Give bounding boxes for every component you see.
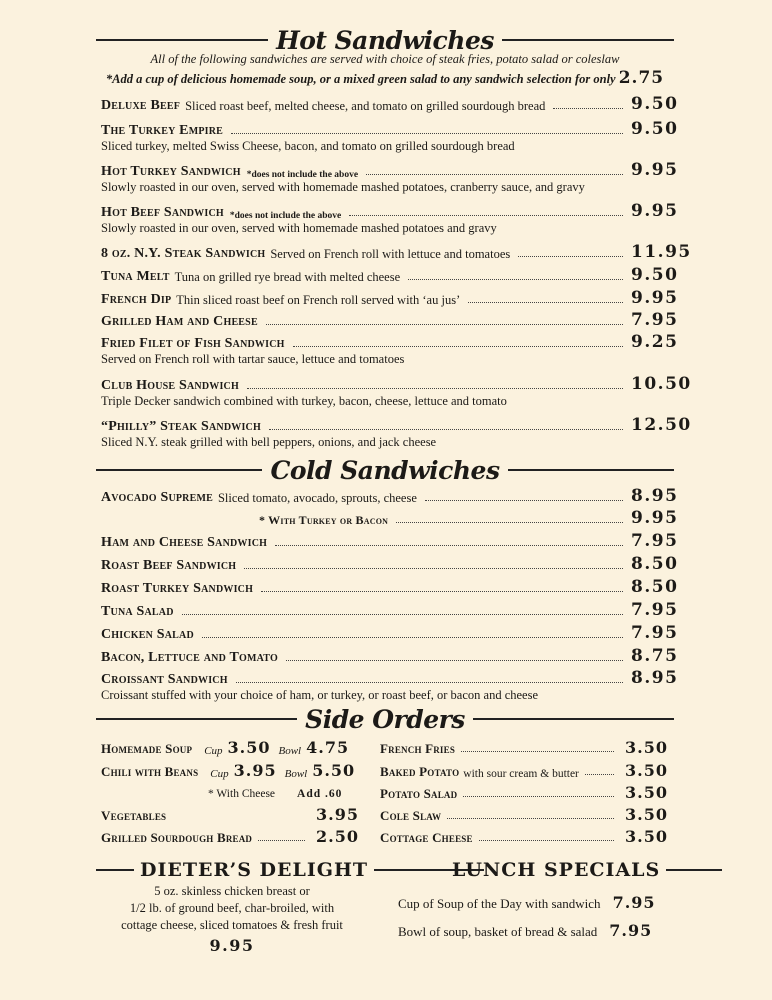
item-name: Cottage Cheese <box>380 830 473 845</box>
menu-item-fish <box>101 332 679 368</box>
item-price: 7.95 <box>631 310 679 330</box>
menu-item-croissant <box>101 668 679 704</box>
item-price: 8.50 <box>631 554 679 574</box>
addon-text: *Add a cup of delicious homemade soup, or a mixed green salad to any sandwich selection for only <box>105 72 616 86</box>
side-sourdough <box>101 826 359 846</box>
divider <box>508 469 674 471</box>
item-price: 9.95 <box>631 201 679 221</box>
item-name: “Philly” Steak Sandwich <box>101 419 261 434</box>
item-desc: Slowly roasted in our oven, served with homemade mashed potatoes and gravy <box>101 221 497 235</box>
hot-addon-note <box>96 68 674 88</box>
divider <box>502 39 674 41</box>
menu-item-avocado <box>101 486 679 506</box>
item-price: 3.95 <box>316 805 359 824</box>
bowl-price: 4.75 <box>306 738 350 757</box>
item-name: The Turkey Empire <box>101 123 224 138</box>
section-title: Side Orders <box>305 704 465 734</box>
bowl-label: Bowl <box>278 745 302 757</box>
divider <box>666 869 722 871</box>
side-orders-header <box>96 703 674 735</box>
item-price: 9.50 <box>631 265 679 285</box>
section-title: DIETER’S DELIGHT <box>140 859 369 881</box>
item-name: French Fries <box>380 741 456 756</box>
item-price: 3.50 <box>625 761 668 780</box>
item-name: Ham and Cheese Sandwich <box>101 535 268 550</box>
menu-item-hot-turkey <box>101 160 679 196</box>
menu-item-chicken-salad <box>101 623 679 643</box>
side-with-cheese <box>208 780 342 800</box>
item-name: Cup of Soup of the Day with sandwich <box>398 896 601 911</box>
bowl-label: Bowl <box>284 768 308 780</box>
side-cottage-cheese <box>380 826 668 846</box>
item-name: Homemade Soup <box>101 741 193 756</box>
item-price: 3.50 <box>625 783 668 802</box>
item-price: 3.50 <box>625 827 668 846</box>
item-name: Bowl of soup, basket of bread & salad <box>398 924 598 939</box>
item-name: 8 oz. N.Y. Steak Sandwich <box>101 246 266 261</box>
item-price: 9.50 <box>631 94 679 114</box>
item-desc: with sour cream & butter <box>463 768 579 780</box>
item-name: Baked Potato <box>380 764 460 779</box>
item-price: 3.50 <box>625 805 668 824</box>
lunch-special-item <box>398 920 652 940</box>
section-title: LUNCH SPECIALS <box>452 859 661 881</box>
desc-line: cottage cheese, sliced tomatoes & fresh fruit <box>121 918 343 932</box>
item-name: * With Turkey or Bacon <box>259 513 389 527</box>
item-price: 8.75 <box>631 646 679 666</box>
section-title: Cold Sandwiches <box>270 455 500 485</box>
item-price: 7.95 <box>631 623 679 643</box>
menu-item-roast-turkey <box>101 577 679 597</box>
cup-label: Cup <box>210 768 229 780</box>
item-name: Roast Beef Sandwich <box>101 558 237 573</box>
item-desc: Sliced N.Y. steak grilled with bell peppers, onions, and jack cheese <box>101 435 437 449</box>
item-price: 2.50 <box>316 827 359 846</box>
side-baked-potato <box>380 760 668 780</box>
menu-item-philly <box>101 415 692 451</box>
menu-item-hot-beef <box>101 201 679 237</box>
menu-item-avocado-addon <box>101 508 679 528</box>
item-price: 9.95 <box>631 508 679 528</box>
lunch-specials-header <box>446 857 722 883</box>
item-desc: Croissant stuffed with your choice of ham, or turkey, or roast beef, or bacon and cheese <box>101 688 539 702</box>
item-desc: Tuna on grilled rye bread with melted cheese <box>174 270 401 284</box>
item-name: Grilled Ham and Cheese <box>101 314 258 329</box>
dieter-price: 9.95 <box>209 936 255 955</box>
menu-item-grilled-ham <box>101 310 679 330</box>
item-name: * With Cheese <box>208 788 276 800</box>
menu-item-ny-steak <box>101 242 692 262</box>
side-french-fries <box>380 737 668 757</box>
item-name: Chicken Salad <box>101 627 194 642</box>
item-name: Hot Turkey Sandwich <box>101 164 241 179</box>
menu-item-roast-beef <box>101 554 679 574</box>
lunch-special-item <box>398 892 656 912</box>
item-price: 7.95 <box>631 531 679 551</box>
item-price: 7.95 <box>631 600 679 620</box>
item-price: 9.95 <box>631 160 679 180</box>
side-chili <box>101 760 355 780</box>
item-price: 8.95 <box>631 668 679 688</box>
item-name: Potato Salad <box>380 786 458 801</box>
cup-label: Cup <box>204 745 223 757</box>
menu-item-turkey-empire <box>101 119 679 155</box>
divider <box>96 39 268 41</box>
item-price: 10.50 <box>631 374 692 394</box>
item-name: French Dip <box>101 292 172 307</box>
item-name: Hot Beef Sandwich <box>101 205 224 220</box>
item-price: 9.50 <box>631 119 679 139</box>
item-price: 9.25 <box>631 332 679 352</box>
item-name: Tuna Melt <box>101 269 170 284</box>
section-title: Hot Sandwiches <box>276 25 494 55</box>
menu-item-tuna-salad <box>101 600 679 620</box>
item-desc: Sliced roast beef, melted cheese, and tomato on grilled sourdough bread <box>185 99 546 113</box>
item-name: Roast Turkey Sandwich <box>101 581 254 596</box>
side-vegetables <box>101 804 359 824</box>
item-name: Grilled Sourdough Bread <box>101 830 253 845</box>
item-name: Fried Filet of Fish Sandwich <box>101 336 285 351</box>
divider <box>96 718 297 720</box>
addon-price: 2.75 <box>618 68 665 88</box>
menu-item-tuna-melt <box>101 265 679 285</box>
item-desc: Served on French roll with tartar sauce, lettuce and tomatoes <box>101 352 405 366</box>
item-desc: Sliced tomato, avocado, sprouts, cheese <box>217 491 417 505</box>
item-desc: Slowly roasted in our oven, served with homemade mashed potatoes, cranberry sauce, and gravy <box>101 180 585 194</box>
item-price: 8.50 <box>631 577 679 597</box>
desc-line: 1/2 lb. of ground beef, char-broiled, with <box>129 901 335 915</box>
item-name: Cole Slaw <box>380 808 442 823</box>
side-homemade-soup <box>101 737 349 757</box>
item-price: Add .60 <box>297 788 343 800</box>
item-desc: Sliced turkey, melted Swiss Cheese, bacon, and tomato on grilled sourdough bread <box>101 139 515 153</box>
divider <box>96 869 134 871</box>
item-price: 11.95 <box>631 242 692 262</box>
menu-item-club-house <box>101 374 692 410</box>
item-name: Bacon, Lettuce and Tomato <box>101 650 278 665</box>
menu-item-french-dip <box>101 288 679 308</box>
dieters-delight-header <box>96 857 484 883</box>
item-note: *does not include the above <box>246 170 359 180</box>
item-price: 7.95 <box>609 921 653 940</box>
desc-line: 5 oz. skinless chicken breast or <box>154 884 310 898</box>
item-price: 9.95 <box>631 288 679 308</box>
item-price: 3.50 <box>625 738 668 757</box>
item-price: 7.95 <box>612 893 656 912</box>
item-name: Avocado Supreme <box>101 490 213 505</box>
item-name: Deluxe Beef <box>101 98 181 113</box>
divider <box>473 718 674 720</box>
menu-item-deluxe-beef <box>101 94 679 114</box>
item-name: Croissant Sandwich <box>101 672 228 687</box>
menu-item-blt <box>101 646 679 666</box>
menu-item-ham-cheese <box>101 531 679 551</box>
item-price: 8.95 <box>631 486 679 506</box>
item-price: 12.50 <box>631 415 692 435</box>
cup-price: 3.50 <box>227 738 271 757</box>
item-desc: Served on French roll with lettuce and tomatoes <box>270 247 511 261</box>
side-cole-slaw <box>380 804 668 824</box>
side-potato-salad <box>380 782 668 802</box>
bowl-price: 5.50 <box>312 761 356 780</box>
dieters-delight-desc <box>100 883 364 954</box>
item-note: *does not include the above <box>229 211 342 221</box>
item-name: Tuna Salad <box>101 604 174 619</box>
item-name: Chili with Beans <box>101 764 199 779</box>
item-desc: Triple Decker sandwich combined with turkey, bacon, cheese, lettuce and tomato <box>101 394 507 408</box>
hot-subtitle: All of the following sandwiches are served with choice of steak fries, potato salad or coleslaw <box>150 52 620 66</box>
item-name: Club House Sandwich <box>101 378 239 393</box>
cup-price: 3.95 <box>233 761 277 780</box>
item-name: Vegetables <box>101 808 167 823</box>
item-desc: Thin sliced roast beef on French roll served with ‘au jus’ <box>176 293 461 307</box>
divider <box>96 469 262 471</box>
cold-sandwiches-header <box>96 454 674 486</box>
